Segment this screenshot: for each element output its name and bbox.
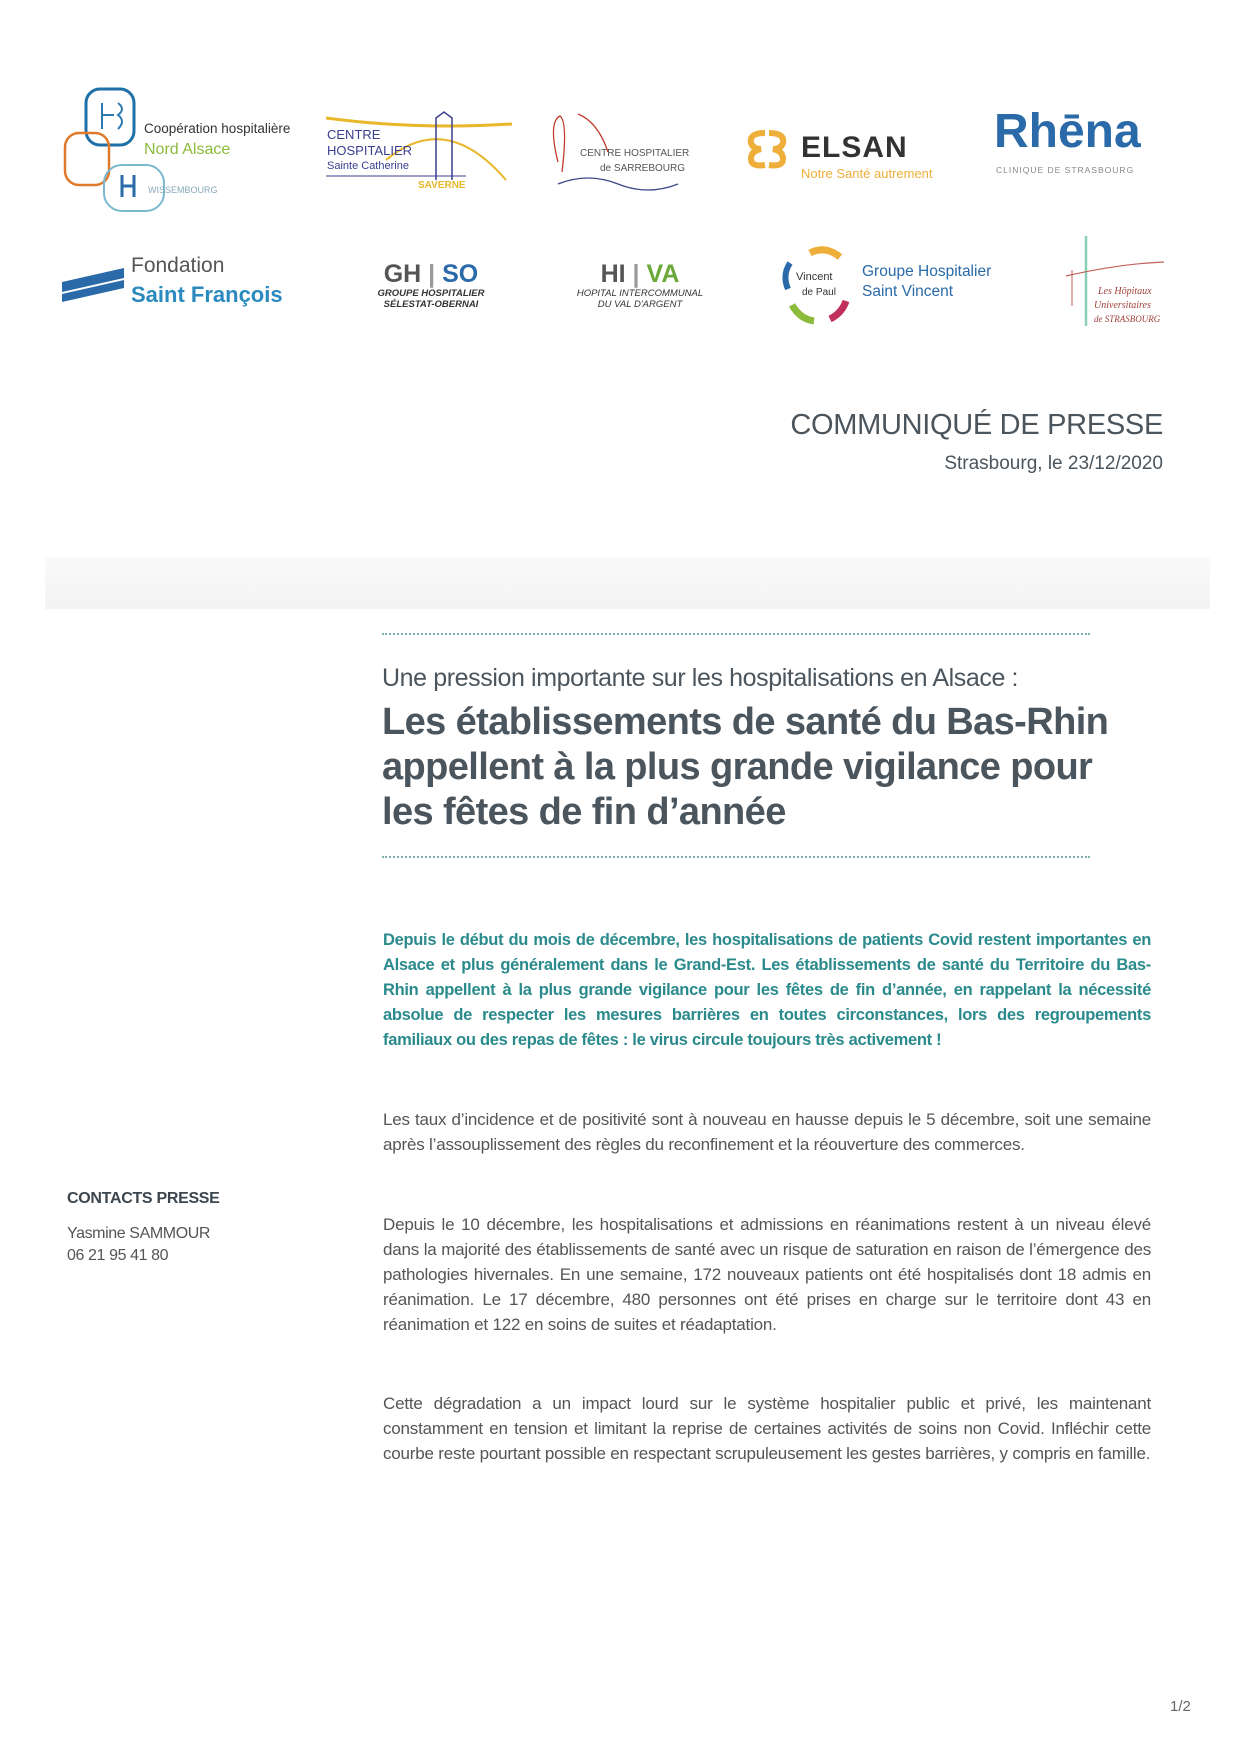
page-number: 1/2: [1170, 1698, 1191, 1715]
lead-paragraph: Depuis le début du mois de décembre, les hospitalisations de patients Covid restent importantes en Alsace et plus généralement dans le Grand-Est. Les établissements de santé du Territoire du Bas-Rhin appellent à la plus grande vigilance pour les fêtes de fin d’année, en rappelant la nécessité absolue de respecter les mesures barrières en toutes circonstances, lors des regroupements familiaux ou des repas de fêtes : le virus circule toujours très activement !: [383, 931, 1151, 1049]
headline-title: Les établissements de santé du Bas-Rhin appellent à la plus grande vigilance pour les fêtes de fin d’année: [382, 701, 1109, 833]
logo-fondation-saint-francois: Fondation Saint François: [62, 252, 302, 318]
logo-ghso: GH | SO GROUPE HOSPITALIER SÉLESTAT-OBERNAI: [377, 259, 485, 311]
logo-cooperation-nord-alsace: Coopération hospitalière Nord Alsace WISSEMBOURG: [62, 85, 302, 215]
body-paragraph-1: Les taux d’incidence et de positivité sont à nouveau en hausse depuis le 5 décembre, soit une semaine après l’assouplissement des règles du reconfinement et la réouverture des commerces.: [383, 1110, 1151, 1154]
contact-name: Yasmine SAMMOUR: [67, 1225, 211, 1242]
divider-top: [382, 633, 1090, 635]
logo-hiva: HI | VA HOPITAL INTERCOMMUNAL DU VAL D'ARGENT: [576, 259, 704, 311]
fondation-stripes-icon: [62, 264, 128, 304]
logo-rhena: Rhēna CLINIQUE DE STRASBOURG: [994, 105, 1141, 175]
logo-elsan: ELSAN Notre Santé autrement: [745, 125, 965, 185]
header-band: [45, 557, 1210, 609]
contact-phone[interactable]: 06 21 95 41 80: [67, 1247, 169, 1264]
logo-gh-saint-vincent: Vincent de Paul Groupe Hospitalier Saint Vincent: [780, 245, 1000, 325]
vincent-de-paul-emblem-icon: [780, 245, 855, 325]
contacts-heading: CONTACTS PRESSE: [67, 1190, 220, 1207]
place-date: Strasbourg, le 23/12/2020: [944, 453, 1163, 474]
logo-ch-saverne: CENTRE HOSPITALIER Sainte Catherine SAVERNE: [326, 110, 512, 192]
document-type: COMMUNIQUÉ DE PRESSE: [790, 409, 1163, 441]
logo-ch-sarrebourg: CENTRE HOSPITALIER de SARREBOURG: [548, 112, 688, 194]
body-paragraph-2: Depuis le 10 décembre, les hospitalisations et admissions en réanimations restent à un niveau élevé dans la majorité des établissements de santé avec un risque de saturation en raison de l’émergence des pathologies hivernales. En une semaine, 172 nouveaux patients ont été hospitalisés dont 18 admis en réanimation. Le 17 décembre, 480 personnes ont été prises en charge sur le territoire dont 43 en réanimation et 122 en soins de suites et réadaptation.: [383, 1215, 1151, 1334]
headline-subtitle: Une pression importante sur les hospitalisations en Alsace :: [382, 664, 1019, 692]
logo-hus: Les Hôpitaux Universitaires de STRASBOURG: [1058, 236, 1168, 332]
divider-bottom: [382, 856, 1090, 858]
body-paragraph-3: Cette dégradation a un impact lourd sur le système hospitalier public et privé, les maintenant constamment en tension et limitant la reprise de certaines activités de soins non Covid. Infléchir cette courbe reste pourtant possible en respectant scrupuleusement les gestes barrières, y compris en famille.: [383, 1394, 1151, 1463]
elsan-mark-icon: [745, 129, 789, 169]
